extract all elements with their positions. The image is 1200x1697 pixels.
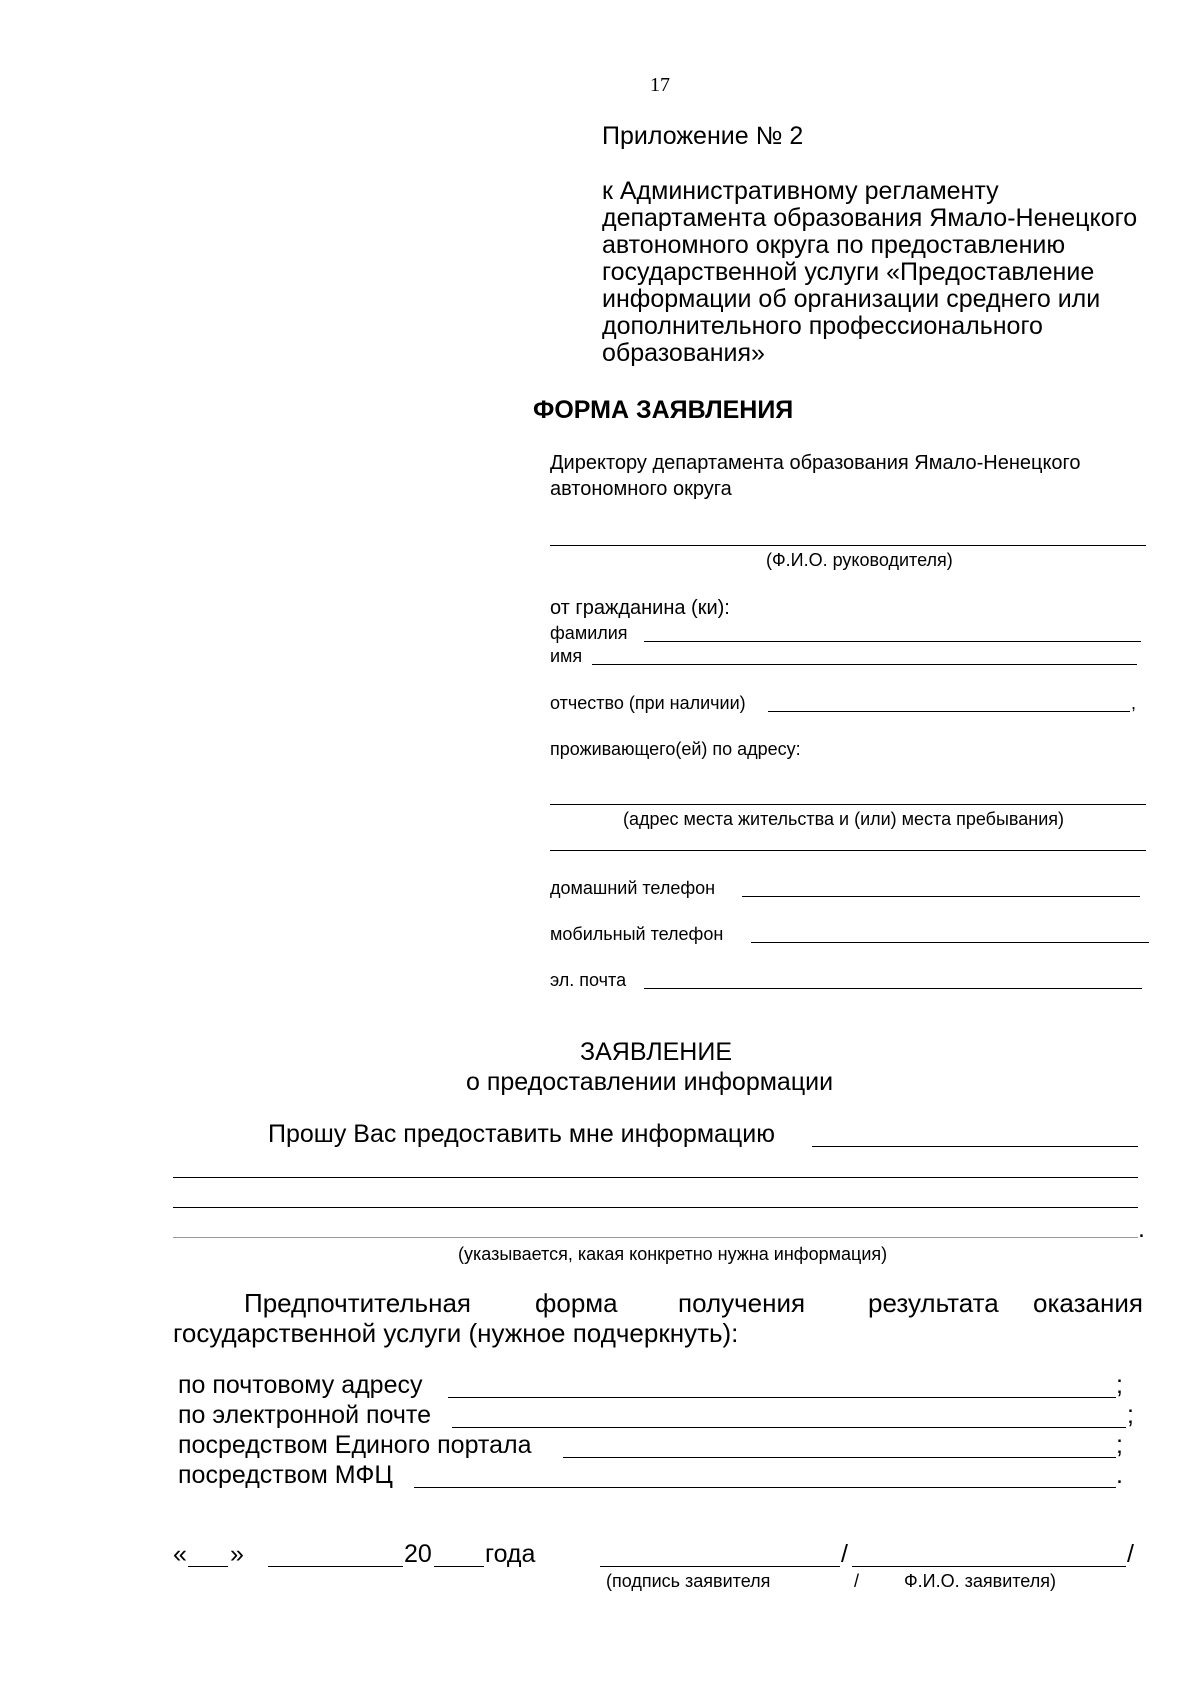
date-quote-close: »	[230, 1540, 244, 1568]
option-postal-end: ;	[1116, 1371, 1123, 1399]
signature-caption-slash: /	[854, 1571, 860, 1591]
from-citizen-label: от гражданина (ки):	[550, 597, 730, 619]
info-caption: (указывается, какая конкретно нужна информация)	[458, 1244, 888, 1264]
request-text: Прошу Вас предоставить мне информацию	[268, 1120, 775, 1148]
address-line-2[interactable]	[550, 850, 1146, 851]
option-email-end: ;	[1127, 1401, 1134, 1429]
mobile-phone-field[interactable]	[751, 942, 1149, 943]
patronymic-label: отчество (при наличии)	[550, 693, 746, 713]
option-postal-label: по почтовому адресу	[178, 1371, 423, 1399]
preferred-line2: государственной услуги (нужное подчеркнуть):	[173, 1318, 739, 1348]
surname-field[interactable]	[644, 641, 1141, 642]
page-number: 17	[650, 74, 670, 96]
mobile-phone-label: мобильный телефон	[550, 924, 724, 944]
signature-field[interactable]	[600, 1566, 840, 1567]
option-mfc-field[interactable]	[414, 1487, 1116, 1488]
info-field-2[interactable]	[173, 1177, 1138, 1178]
option-portal-field[interactable]	[563, 1457, 1116, 1458]
option-email-field[interactable]	[452, 1427, 1126, 1428]
applicant-name-field[interactable]	[852, 1566, 1126, 1567]
appendix-line: департамента образования Ямало-Ненецкого	[602, 204, 1138, 232]
appendix-line: автономного округа по предоставлению	[602, 231, 1066, 259]
form-title: ФОРМА ЗАЯВЛЕНИЯ	[533, 396, 794, 424]
address-line-1[interactable]	[550, 804, 1146, 805]
surname-label: фамилия	[550, 623, 628, 643]
option-postal-field[interactable]	[448, 1397, 1116, 1398]
date-year-field[interactable]	[434, 1566, 484, 1567]
appendix-line: информации об организации среднего или	[602, 285, 1101, 313]
option-mfc-label: посредством МФЦ	[178, 1461, 393, 1489]
appendix-line: государственной услуги «Предоставление	[602, 258, 1095, 286]
appendix-title: Приложение № 2	[602, 122, 804, 150]
statement-title: ЗАЯВЛЕНИЕ	[580, 1038, 733, 1066]
info-field-3[interactable]	[173, 1207, 1138, 1208]
statement-subtitle: о предоставлении информации	[466, 1068, 834, 1096]
info-end-dot: .	[1138, 1215, 1145, 1243]
date-month-field[interactable]	[268, 1566, 403, 1567]
address-caption: (адрес места жительства и (или) места пребывания)	[623, 809, 1065, 829]
preferred-word: оказания	[1033, 1288, 1143, 1318]
preferred-word: Предпочтительная	[244, 1288, 471, 1318]
date-quote-open: «	[173, 1540, 187, 1568]
applicant-name-caption: Ф.И.О. заявителя)	[904, 1571, 1056, 1591]
appendix-line: образования»	[602, 339, 765, 367]
email-field[interactable]	[644, 988, 1142, 989]
name-field[interactable]	[592, 664, 1137, 665]
home-phone-label: домашний телефон	[550, 878, 716, 898]
date-year-prefix: 20	[404, 1540, 432, 1568]
home-phone-field[interactable]	[742, 896, 1140, 897]
appendix-line: дополнительного профессионального	[602, 312, 1043, 340]
addressee-line: Директору департамента образования Ямало-Ненецкого	[550, 452, 1081, 474]
preferred-word: получения	[678, 1288, 806, 1318]
info-field-4[interactable]	[173, 1237, 1138, 1238]
patronymic-field[interactable]	[768, 711, 1130, 712]
appendix-line: к Административному регламенту	[602, 177, 999, 205]
email-label: эл. почта	[550, 970, 627, 990]
date-year-suffix: года	[485, 1540, 536, 1568]
signature-slash-end: /	[1127, 1540, 1134, 1568]
head-name-line[interactable]	[550, 545, 1146, 546]
option-email-label: по электронной почте	[178, 1401, 431, 1429]
name-label: имя	[550, 646, 583, 666]
patronymic-comma: ,	[1131, 693, 1137, 713]
preferred-word: форма	[535, 1288, 618, 1318]
signature-slash: /	[841, 1540, 848, 1568]
preferred-word: результата	[868, 1288, 999, 1318]
date-day-field[interactable]	[188, 1566, 228, 1567]
addressee-line: автономного округа	[550, 478, 732, 500]
option-portal-end: ;	[1116, 1431, 1123, 1459]
residing-label: проживающего(ей) по адресу:	[550, 739, 801, 759]
signature-caption: (подпись заявителя	[606, 1571, 771, 1591]
head-name-caption: (Ф.И.О. руководителя)	[766, 550, 953, 570]
info-field-1[interactable]	[812, 1146, 1138, 1147]
option-portal-label: посредством Единого портала	[178, 1431, 532, 1459]
option-mfc-end: .	[1116, 1461, 1123, 1489]
